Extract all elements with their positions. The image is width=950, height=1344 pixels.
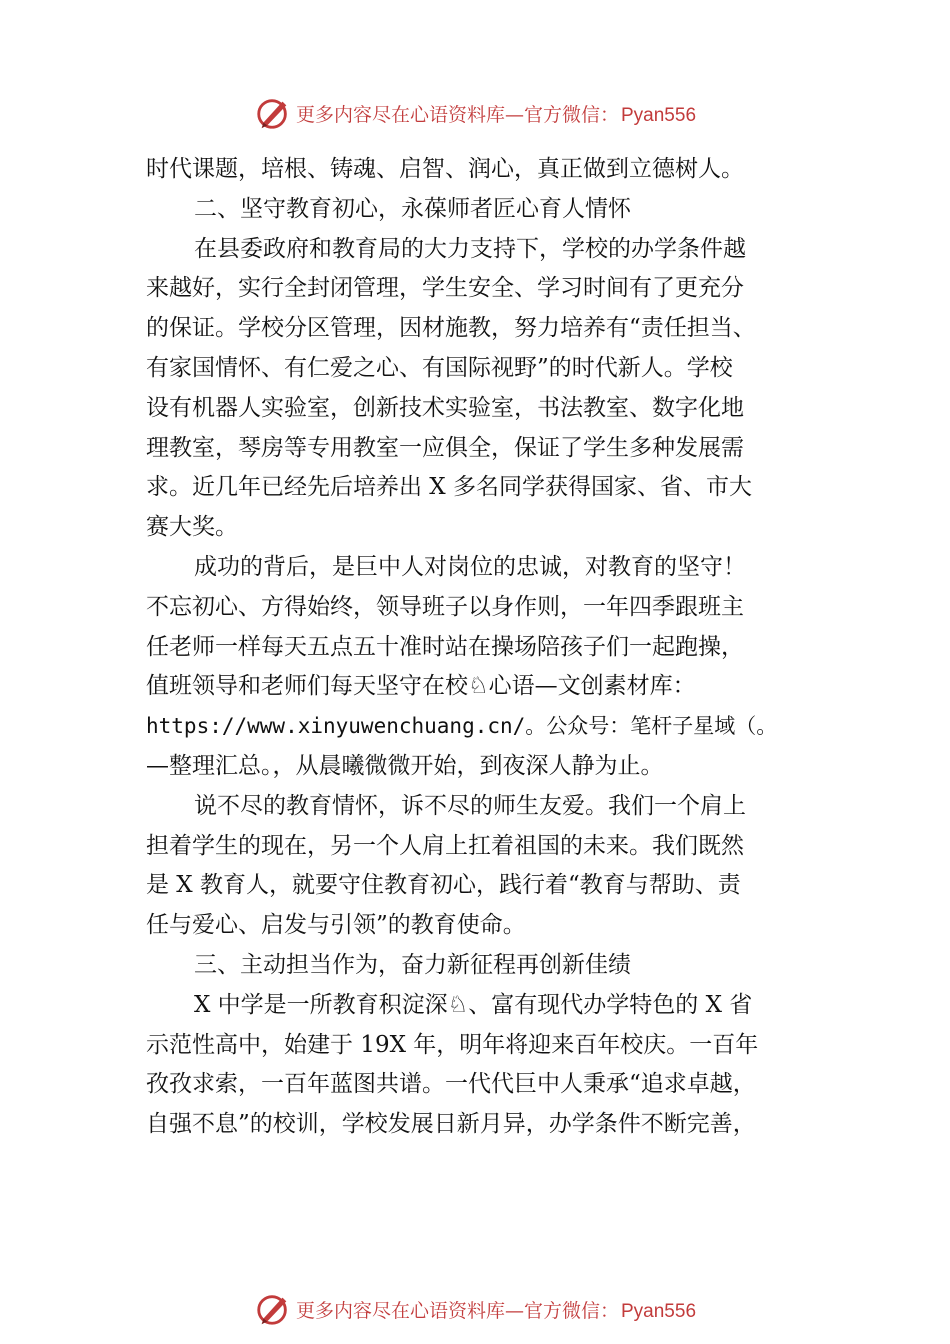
section-heading-3: 三、主动担当作为，奋力新征程再创新佳绩 <box>194 951 631 978</box>
text-line: 是 X 教育人，就要守住教育初心，践行着“教育与帮助、责 <box>146 872 741 899</box>
text-line: 不忘初心、方得始终，领导班子以身作则，一年四季跟班主 <box>146 593 744 620</box>
text-line: 成功的背后，是巨中人对岗位的忠诚，对教育的坚守！ <box>194 553 746 580</box>
document-body <box>146 150 816 1145</box>
text-line: 设有机器人实验室，创新技术实验室，书法教室、数字化地 <box>146 394 744 421</box>
header-banner-text: 更多内容尽在心语资料库—官方微信： Pyan556 <box>295 103 697 126</box>
text-line: —整理汇总。，从晨曦微微开始，到夜深人静为止。 <box>146 752 664 779</box>
text-line: 自强不息”的校训，学校发展日新月异，办学条件不断完善， <box>146 1111 756 1138</box>
text-line: X 中学是一所教育积淀深♘、富有现代办学特色的 X 省 <box>194 991 753 1018</box>
footer-banner <box>0 1290 950 1328</box>
text-line: 的保证。学校分区管理，因材施教，努力培养有“责任担当、 <box>146 315 756 342</box>
footer-banner-text: 更多内容尽在心语资料库—官方微信： Pyan556 <box>295 1299 697 1322</box>
text-line: 任老师一样每天五点五十准时站在操场陪孩子们一起跑操， <box>146 633 744 660</box>
text-line: 孜孜求索，一百年蓝图共谱。一代代巨中人秉承“追求卓越， <box>146 1071 756 1098</box>
header-wechat-handle: Pyan556 <box>621 104 697 126</box>
pen-logo-icon <box>254 94 292 132</box>
footer-wechat-handle: Pyan556 <box>621 1300 697 1322</box>
section-heading-2: 二、坚守教育初心，永葆师者匠心育人情怀 <box>194 195 631 222</box>
text-line: 时代课题，培根、铸魂、启智、润心，真正做到立德树人。 <box>146 156 744 182</box>
text-line: 说不尽的教育情怀，诉不尽的师生友爱。我们一个肩上 <box>194 792 746 819</box>
text-line: 示范性高中，始建于 19X 年，明年将迎来百年校庆。一百年 <box>146 1031 759 1058</box>
text-line: 在县委政府和教育局的大力支持下，学校的办学条件越 <box>194 235 746 262</box>
text-line: 来越好，实行全封闭管理，学生安全、学习时间有了更充分 <box>146 275 744 302</box>
text-line: 任与爱心、启发与引领”的教育使命。 <box>146 912 526 939</box>
url-text-line: https://www.xinyuwenchuang.cn/。公众号：笔杆子星域（。 <box>146 714 778 739</box>
text-line: 赛大奖。 <box>146 514 238 541</box>
text-line: 担着学生的现在，另一个人肩上扛着祖国的未来。我们既然 <box>146 832 744 859</box>
text-line: 理教室，琴房等专用教室一应俱全，保证了学生多种发展需 <box>146 434 744 461</box>
pen-logo-icon <box>254 1290 292 1328</box>
text-line: 值班领导和老师们每天坚守在校♘心语—文创素材库： <box>146 673 696 700</box>
header-banner <box>0 94 950 132</box>
text-line: 求。近几年已经先后培养出 X 多名同学获得国家、省、市大 <box>146 474 752 501</box>
text-line: 有家国情怀、有仁爱之心、有国际视野”的时代新人。学校 <box>146 354 733 381</box>
